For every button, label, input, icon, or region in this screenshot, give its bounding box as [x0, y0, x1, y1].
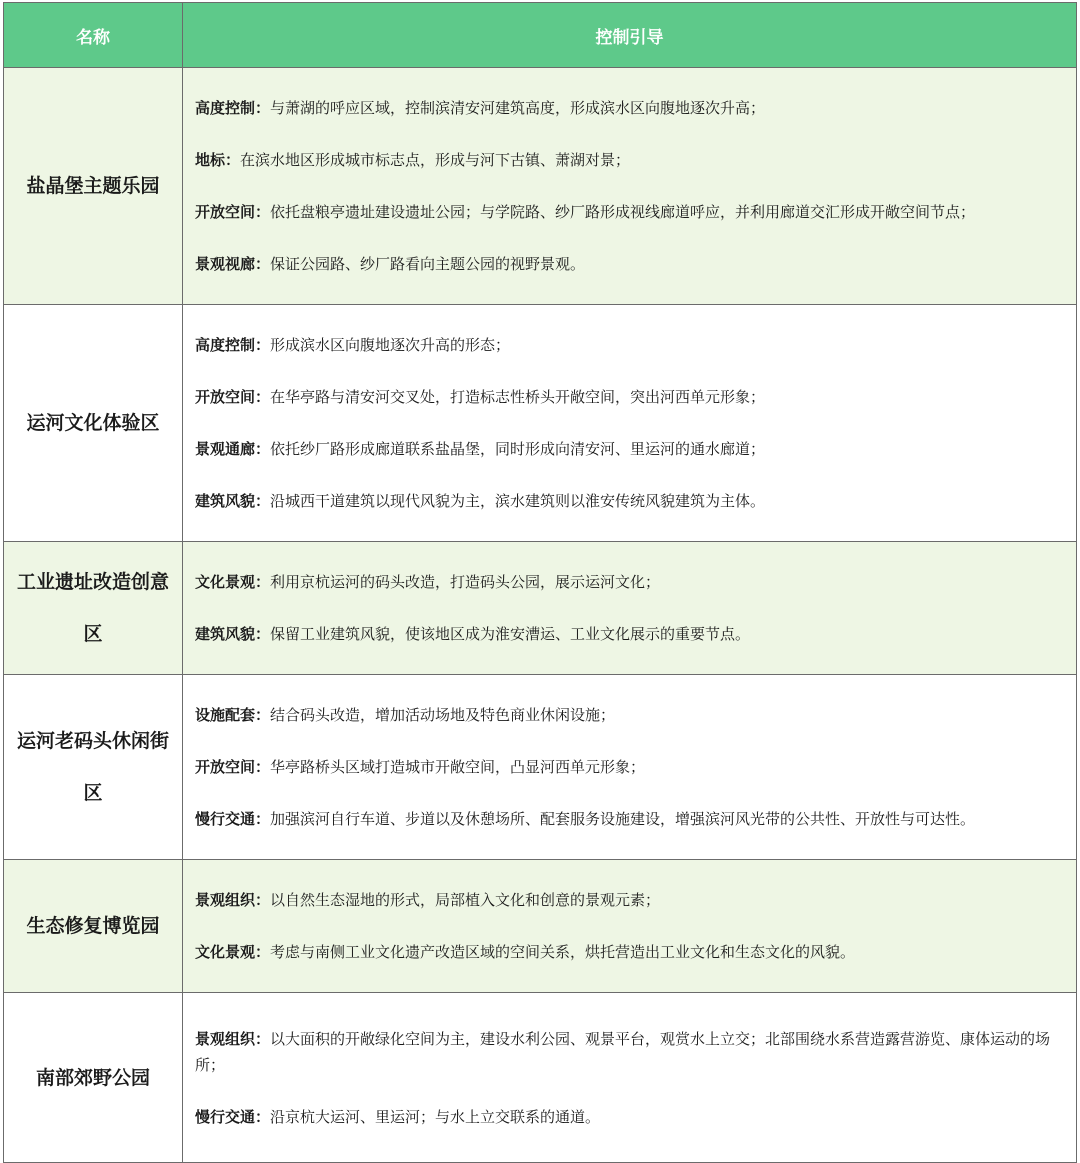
guide-label: 景观视廊： [195, 255, 271, 273]
guide-text: 结合码头改造，增加活动场地及特色商业休闲设施； [270, 706, 616, 724]
guide-item [195, 556, 1064, 608]
guide-label: 景观组织： [195, 891, 271, 909]
guide-text: 沿城西干道建筑以现代风貌为主，滨水建筑则以淮安传统风貌建筑为主体。 [270, 492, 766, 510]
zone-name: 南部郊野公园 [4, 993, 183, 1163]
guide-item [195, 423, 1064, 475]
guide-item [195, 371, 1064, 423]
guide-label: 开放空间： [195, 388, 271, 406]
guide-text: 依托盘粮亭遗址建设遗址公园；与学院路、纱厂路形成视线廊道呼应，并利用廊道交汇形成开敞空间节点； [270, 203, 976, 221]
header-guide: 控制引导 [183, 3, 1077, 68]
guide-item [195, 319, 1064, 371]
guide-label: 高度控制： [195, 336, 271, 354]
guide-text: 在华亭路与清安河交叉处，打造标志性桥头开敞空间，突出河西单元形象； [270, 388, 766, 406]
header-name: 名称 [4, 3, 183, 68]
guide-label: 建筑风貌： [195, 492, 271, 510]
guide-text: 华亭路桥头区域打造城市开敞空间，凸显河西单元形象； [270, 758, 646, 776]
guide-label: 慢行交通： [195, 1107, 271, 1126]
guide-label: 景观组织： [195, 1029, 271, 1048]
guide-label: 设施配套： [195, 706, 271, 724]
guide-cell [183, 68, 1077, 305]
guide-text: 以大面积的开敞绿化空间为主，建设水利公园、观景平台，观赏水上立交；北部围绕水系营造露营游览、康体运动的场所； [195, 1029, 1051, 1074]
guide-item [195, 1013, 1064, 1091]
guide-label: 慢行交通： [195, 810, 271, 828]
guide-item [195, 134, 1064, 186]
guide-label: 文化景观： [195, 943, 271, 961]
guide-item [195, 741, 1064, 793]
guide-cell [183, 675, 1077, 860]
guide-item [195, 689, 1064, 741]
guide-label: 建筑风貌： [195, 625, 271, 643]
table-header-row [4, 3, 1077, 68]
guide-text: 保留工业建筑风貌，使该地区成为淮安漕运、工业文化展示的重要节点。 [270, 625, 751, 643]
guide-item [195, 186, 1064, 238]
table-row [4, 542, 1077, 675]
guide-text: 形成滨水区向腹地逐次升高的形态； [270, 336, 511, 354]
guide-label: 高度控制： [195, 99, 271, 117]
table-row [4, 305, 1077, 542]
guide-item [195, 874, 1064, 926]
table-row [4, 675, 1077, 860]
zone-name: 工业遗址改造创意区 [4, 542, 183, 675]
guide-label: 地标： [195, 151, 241, 169]
guide-item [195, 608, 1064, 660]
guide-cell [183, 860, 1077, 993]
guide-text: 以自然生态湿地的形式，局部植入文化和创意的景观元素； [270, 891, 661, 909]
guide-cell [183, 305, 1077, 542]
guide-label: 景观通廊： [195, 440, 271, 458]
guide-item [195, 793, 1064, 845]
guide-text: 考虑与南侧工业文化遗产改造区域的空间关系，烘托营造出工业文化和生态文化的风貌。 [270, 943, 856, 961]
table-row [4, 68, 1077, 305]
guide-item [195, 1091, 1064, 1143]
guide-label: 文化景观： [195, 573, 271, 591]
table-row [4, 860, 1077, 993]
zone-name: 盐晶堡主题乐园 [4, 68, 183, 305]
guide-text: 依托纱厂路形成廊道联系盐晶堡，同时形成向清安河、里运河的通水廊道； [270, 440, 766, 458]
table-row [4, 993, 1077, 1163]
guide-item [195, 475, 1064, 527]
guide-cell [183, 993, 1077, 1163]
guide-label: 开放空间： [195, 203, 271, 221]
planning-guidance-table [3, 2, 1077, 1163]
zone-name: 生态修复博览园 [4, 860, 183, 993]
guide-item [195, 238, 1064, 290]
guide-text: 在滨水地区形成城市标志点，形成与河下古镇、萧湖对景； [240, 151, 631, 169]
guide-text: 保证公园路、纱厂路看向主题公园的视野景观。 [270, 255, 586, 273]
guide-item [195, 82, 1064, 134]
guide-text: 沿京杭大运河、里运河；与水上立交联系的通道。 [270, 1107, 601, 1126]
guide-text: 加强滨河自行车道、步道以及休憩场所、配套服务设施建设，增强滨河风光带的公共性、开放性与可达性。 [270, 810, 976, 828]
guide-cell [183, 542, 1077, 675]
zone-name: 运河老码头休闲街区 [4, 675, 183, 860]
zone-name: 运河文化体验区 [4, 305, 183, 542]
guide-item [195, 926, 1064, 978]
guide-text: 利用京杭运河的码头改造，打造码头公园，展示运河文化； [270, 573, 661, 591]
guide-label: 开放空间： [195, 758, 271, 776]
guide-text: 与萧湖的呼应区域，控制滨清安河建筑高度，形成滨水区向腹地逐次升高； [270, 99, 766, 117]
